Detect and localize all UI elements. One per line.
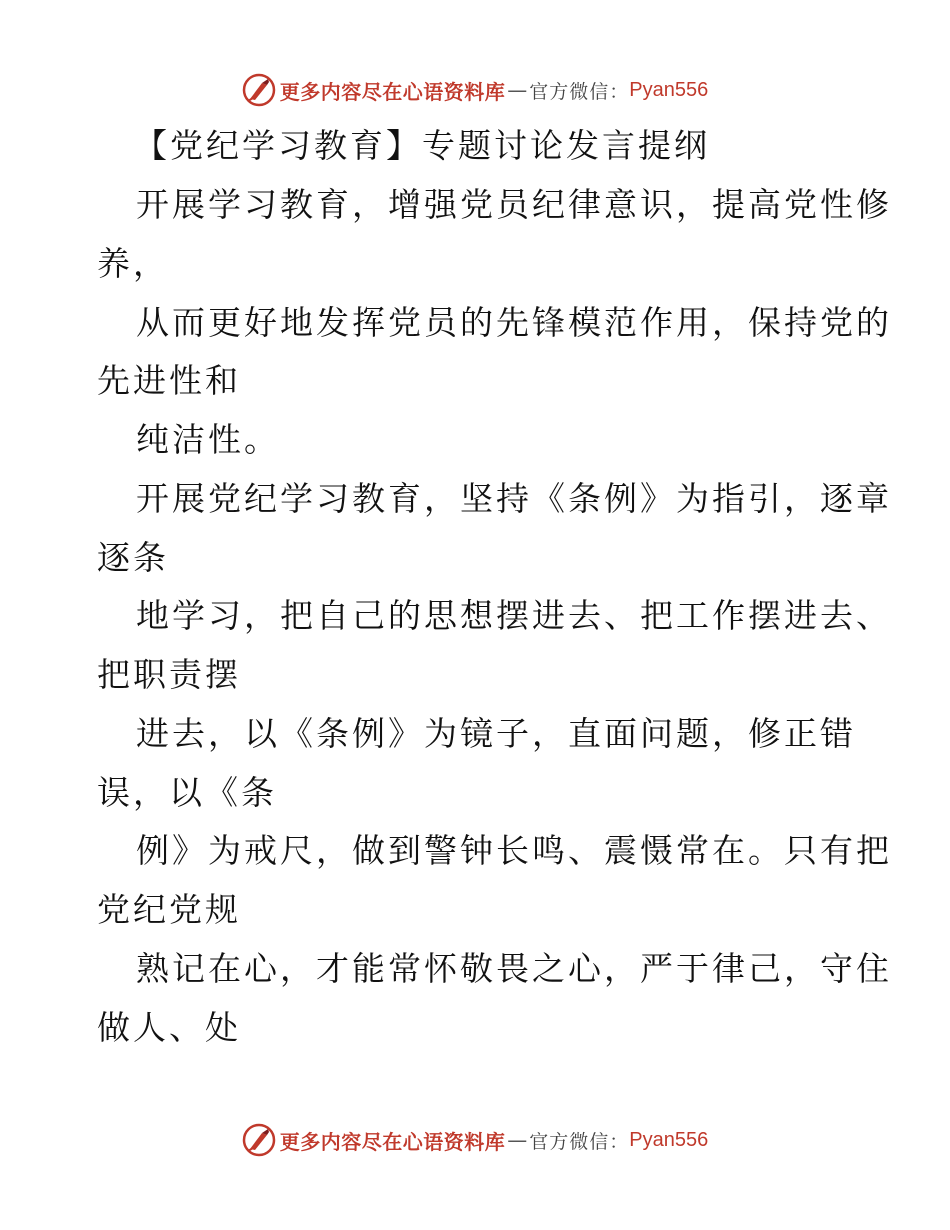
paragraph-line: 养，: [97, 244, 169, 283]
banner-wechat-label: 官方微信：: [529, 1130, 630, 1153]
footer-watermark-banner: [0, 1120, 950, 1160]
paragraph-line: 逐条: [97, 538, 169, 577]
paragraph-line: 地学习，把自己的思想摆进去、把工作摆进去、: [136, 596, 892, 635]
paragraph-line: 从而更好地发挥党员的先锋模范作用，保持党的: [136, 303, 892, 342]
paragraph-line: 党纪党规: [97, 890, 241, 929]
banner-site-text: 更多内容尽在心语资料库: [279, 79, 506, 104]
document-title: 【党纪学习教育】专题讨论发言提纲: [134, 126, 710, 165]
banner-wechat-label: 官方微信：: [529, 80, 630, 103]
paragraph-line: 把职责摆: [97, 655, 241, 694]
banner-separator: —: [507, 78, 528, 102]
paragraph-line: 开展学习教育，增强党员纪律意识，提高党性修: [136, 185, 892, 224]
banner-wechat-id: Pyan556: [629, 78, 709, 101]
paragraph-line: 误，以《条: [97, 773, 277, 812]
paragraph-line: 例》为戒尺，做到警钟长鸣、震慑常在。只有把: [136, 831, 892, 870]
banner-site-text: 更多内容尽在心语资料库: [279, 1129, 506, 1154]
quill-pen-logo-icon: [242, 73, 276, 107]
paragraph-line: 纯洁性。: [136, 420, 280, 459]
paragraph-line: 先进性和: [97, 361, 241, 400]
paragraph-line: 熟记在心，才能常怀敬畏之心，严于律己，守住: [136, 949, 892, 988]
header-watermark-banner: [0, 70, 950, 110]
quill-pen-logo-icon: [242, 1123, 276, 1157]
paragraph-line: 进去，以《条例》为镜子，直面问题，修正错: [136, 714, 856, 753]
banner-wechat-id: Pyan556: [629, 1128, 709, 1151]
banner-separator: —: [507, 1128, 528, 1152]
paragraph-line: 开展党纪学习教育，坚持《条例》为指引，逐章: [136, 479, 892, 518]
paragraph-line: 做人、处: [97, 1008, 241, 1047]
